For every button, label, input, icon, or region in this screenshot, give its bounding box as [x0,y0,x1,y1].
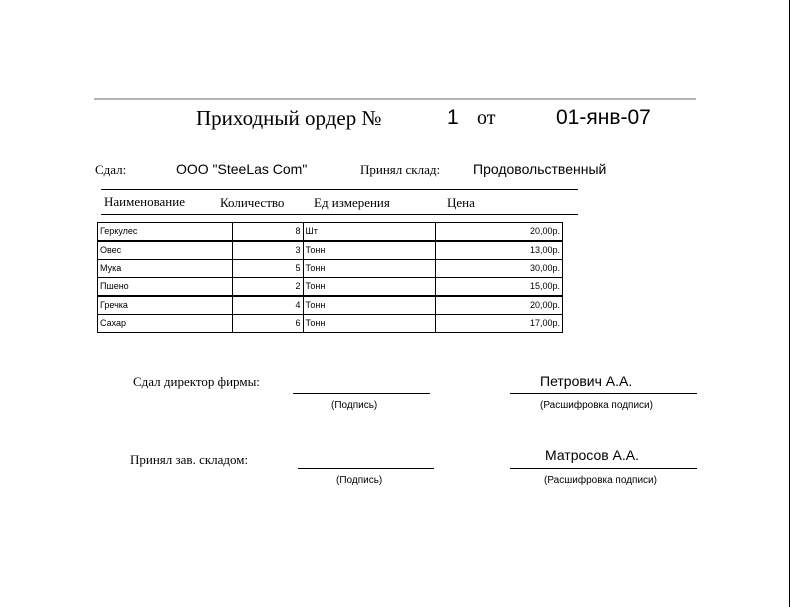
cell-name: Гречка [98,296,233,315]
cell-price: 20,00р. [436,223,563,242]
col-header-unit: Ед измерения [314,195,390,210]
page-edge-line [789,0,790,607]
header-rule [94,98,696,100]
delivered-label: Сдал: [95,162,127,177]
cell-price: 15,00р. [436,278,563,297]
col-header-qty: Количество [220,195,285,210]
warehouse-signature-caption: (Подпись) [336,475,383,486]
director-label: Сдал директор фирмы: [133,374,260,389]
cell-price: 30,00р. [436,260,563,278]
cell-name: Овес [98,241,233,260]
header-top-line [101,189,578,190]
header-bottom-line [101,214,578,215]
director-decoding-line [510,393,697,394]
cell-name: Геркулес [98,223,233,242]
cell-qty: 2 [232,278,303,297]
cell-unit: Тонн [303,296,436,315]
cell-unit: Тонн [303,278,436,297]
document-title: Приходный ордер № [196,106,382,130]
cell-name: Сахар [98,315,233,333]
table-row [98,223,563,242]
warehouse-decoding-line [510,468,697,469]
cell-unit: Тонн [303,241,436,260]
cell-name: Пшено [98,278,233,297]
cell-qty: 8 [232,223,303,242]
table-row [98,296,563,315]
warehouse-label: Принял зав. складом: [130,452,249,467]
warehouse-name: Матросов А.А. [545,447,640,463]
cell-qty: 3 [232,241,303,260]
order-number: 1 [447,106,459,129]
cell-qty: 6 [232,315,303,333]
items-table [97,222,563,333]
table-row [98,260,563,278]
warehouse-decoding-caption: (Расшифровка подписи) [544,475,657,486]
table-row [98,241,563,260]
cell-unit: Шт [303,223,436,242]
received-value: Продовольственный [473,161,607,177]
delivered-value: ООО "SteeLas Com" [176,161,308,177]
cell-name: Мука [98,260,233,278]
cell-price: 20,00р. [436,296,563,315]
cell-unit: Тонн [303,315,436,333]
cell-price: 13,00р. [436,241,563,260]
director-signature-caption: (Подпись) [331,400,378,411]
col-header-name: Наименование [104,194,185,209]
cell-qty: 5 [232,260,303,278]
from-label: от [477,107,496,129]
order-date: 01-янв-07 [556,106,651,129]
col-header-price: Цена [447,195,475,210]
director-signature-line [293,393,430,394]
director-name: Петрович А.А. [540,373,633,389]
director-decoding-caption: (Расшифровка подписи) [540,400,653,411]
cell-price: 17,00р. [436,315,563,333]
cell-qty: 4 [232,296,303,315]
table-row [98,315,563,333]
cell-unit: Тонн [303,260,436,278]
table-row [98,278,563,297]
warehouse-signature-line [298,468,434,469]
received-label: Принял склад: [360,162,441,177]
